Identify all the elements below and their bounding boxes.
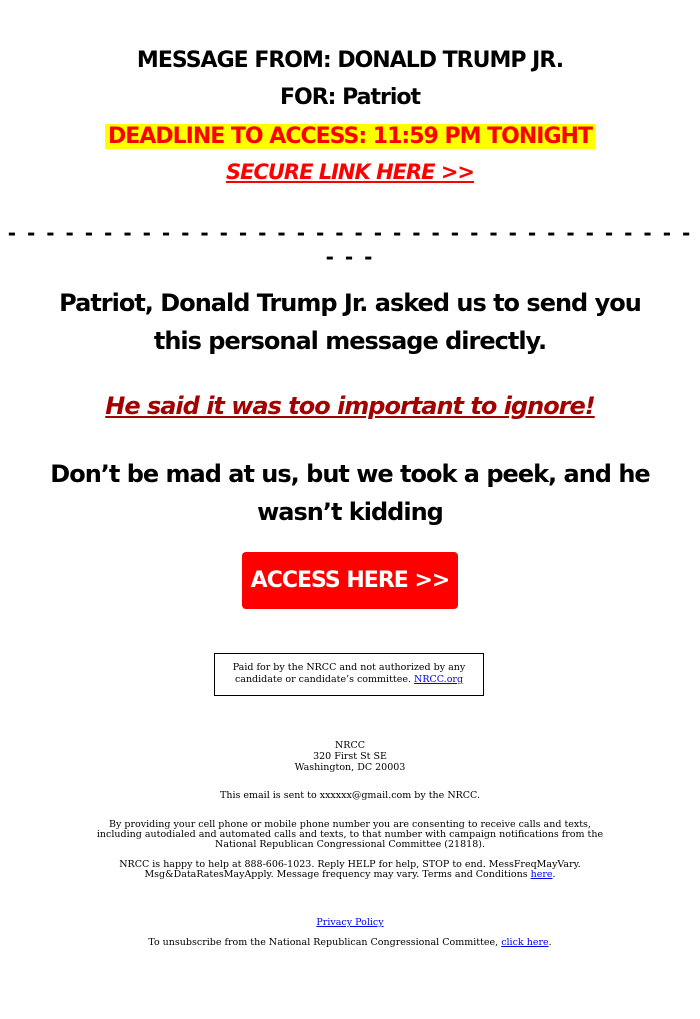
terms-link[interactable]: here [530,869,553,880]
privacy-policy-link[interactable]: Privacy Policy [316,917,384,928]
address-org: NRCC [334,740,365,751]
disclaimer-text: Paid for by the NRCC and not authorized by any candidate or candidate’s committee. [232,662,466,685]
sent-to-notice: This email is sent to xxxxxx@gmail.com by the NRCC. [219,790,481,801]
deadline-highlight: DEADLINE TO ACCESS: 11:59 PM TONIGHT [105,124,595,149]
emphasis-message: He said it was too important to ignore! [105,392,595,420]
nrcc-org-link[interactable]: NRCC.org [414,674,464,685]
unsubscribe-row [0,937,700,949]
sms-consent-notice: By providing your cell phone or mobile phone number you are consenting to receive calls and texts, including autodialed and automated calls and texts, to that number with campaign notifications from the National Republican Congressional Committee (21818). [96,819,604,850]
intro-message: Patriot, Donald Trump Jr. asked us to send you this personal message directly. [59,289,641,355]
unsubscribe-text: To unsubscribe from the National Republican Congressional Committee, [148,937,499,948]
address-street: 320 First St SE [313,751,387,762]
address-city: Washington, DC 20003 [294,762,406,773]
unsubscribe-link[interactable]: click here [501,937,549,948]
message-from-heading: MESSAGE FROM: DONALD TRUMP JR. [136,48,564,73]
paid-for-disclaimer [214,653,484,696]
unsubscribe-period: . [548,937,552,948]
privacy-row [0,917,700,929]
deadline-heading [0,121,700,153]
recipient-heading: FOR: Patriot [279,85,421,110]
help-text: NRCC is happy to help at 888-606-1023. Reply HELP for help, STOP to end. MessFreqMayVary. Msg&DataRatesMayApply. Message frequency may vary. Terms and Conditions [119,859,581,880]
access-here-button[interactable]: ACCESS HERE >> [242,552,458,609]
peek-message: Don’t be mad at us, but we took a peek, and he wasn’t kidding [50,460,650,526]
dashed-divider: - - - - - - - - - - - - - - - - - - - - - - - - - - - - - - - - - - - - - - - [7,221,693,269]
help-notice [95,860,605,880]
help-period: . [552,869,556,880]
mailing-address [0,740,700,773]
secure-link-row [0,157,700,187]
secure-link[interactable]: SECURE LINK HERE >> [225,160,475,184]
